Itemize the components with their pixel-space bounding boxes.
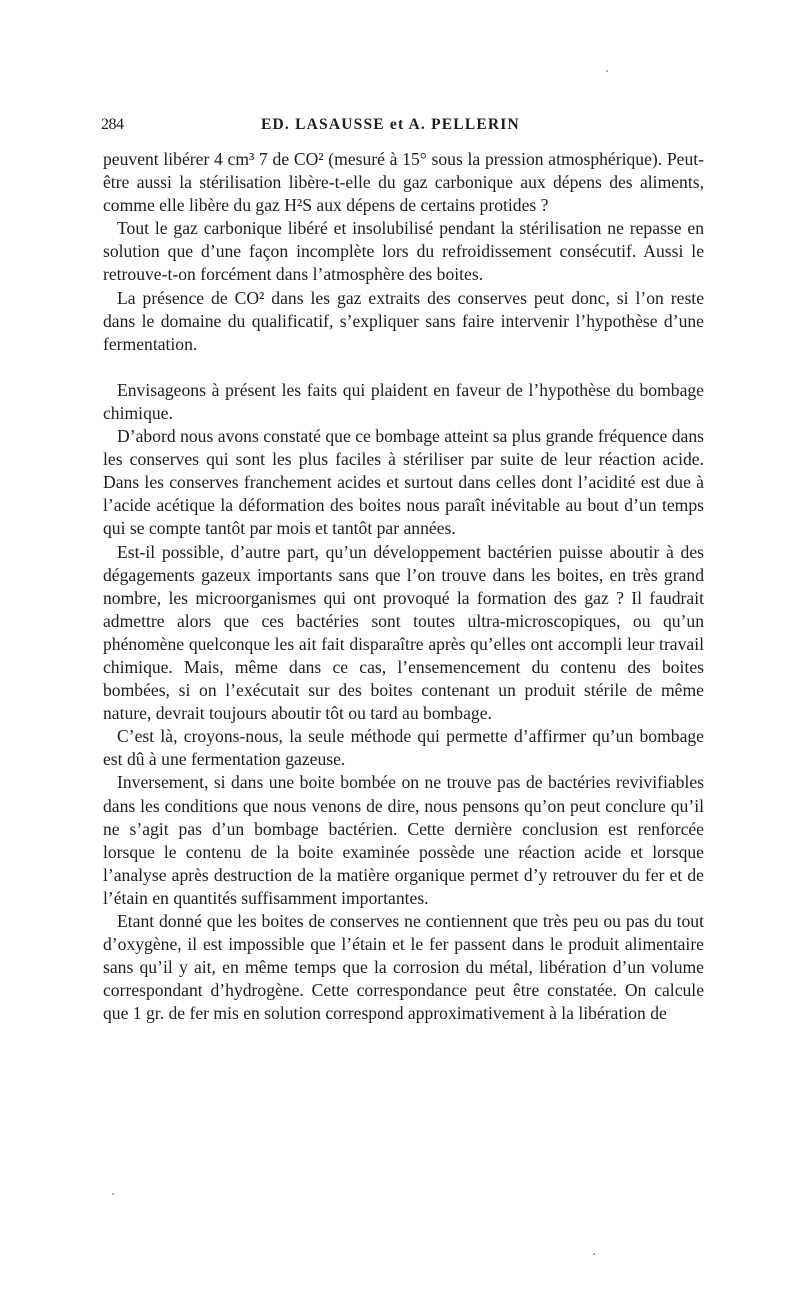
running-head: ED. LASAUSSE et A. PELLERIN	[261, 116, 520, 133]
paragraph: La présence de CO² dans les gaz extraits des conserves peut donc, si l’on reste dans le domaine du qualificatif, s’expliquer sans faire intervenir l’hypothèse d’une fermentation.	[103, 287, 704, 354]
page-number: 284	[101, 116, 124, 133]
paragraph: D’abord nous avons constaté que ce bombage atteint sa plus grande fréquence dans les conserves qui sont les plus faciles à stériliser par suite de leur réaction acide. Dans les conserves franchement acides et surtout dans celles dont l’acidité est due à l’acide acétique la déformation des boites nous paraît inévitable au bout d’un temps qui se compte tantôt par mois et tantôt par années.	[103, 426, 704, 539]
scan-speck	[112, 1193, 114, 1195]
page-header	[101, 114, 701, 140]
paragraph: C’est là, croyons-nous, la seule méthode qui permette d’affirmer qu’un bombage est dû à une fermentation gazeuse.	[103, 726, 704, 770]
body-text	[103, 148, 704, 1025]
scan-speck	[606, 70, 608, 72]
paragraph: Est-il possible, d’autre part, qu’un développement bactérien puisse aboutir à des dégagements gazeux importants sans que l’on trouve dans les boites, en très grand nombre, les microorganismes qui ont provoqué la formation des gaz ? Il faudrait admettre alors que ces bactéries sont toutes ultra-microscopiques, ou qu’un phénomène quelconque les ait fait disparaître après qu’elles ont accompli leur travail chimique. Mais, même dans ce cas, l’ensemencement du contenu des boites bombées, si on l’exécutait sur des boites contenant un produit stérile de même nature, devrait toujours aboutir tôt ou tard au bombage.	[103, 541, 704, 724]
paragraph: Tout le gaz carbonique libéré et insolubilisé pendant la stérilisation ne repasse en solution que d’une façon incomplète lors du refroidissement consécutif. Aussi le retrouve-t-on forcément dans l’atmosphère des boites.	[103, 218, 704, 285]
paragraph: Inversement, si dans une boite bombée on ne trouve pas de bactéries revivifiables dans les conditions que nous venons de dire, nous pensons qu’on peut conclure qu’il ne s’agit pas d’un bombage bactérien. Cette dernière conclusion est renforcée lorsque le contenu de la boite examinée possède une réaction acide et lorsque l’analyse après destruction de la matière organique permet d’y retrouver du fer et de l’étain en quantités suffisamment importantes.	[103, 772, 704, 908]
scan-speck	[593, 1253, 595, 1255]
paragraph: peuvent libérer 4 cm³ 7 de CO² (mesuré à 15° sous la pression atmosphérique). Peut-être aussi la stérilisation libère-t-elle du gaz carbonique aux dépens des aliments, comme elle libère du gaz H²S aux dépens de certains protides ?	[103, 149, 704, 216]
paragraph: Envisageons à présent les faits qui plaident en faveur de l’hypothèse du bombage chimique.	[103, 379, 704, 423]
paragraph: Etant donné que les boites de conserves ne contiennent que très peu ou pas du tout d’oxygène, il est impossible que l’étain et le fer passent dans le produit alimentaire sans qu’il y ait, en même temps que la corrosion du métal, libération d’un volume correspondant d’hydrogène. Cette correspondance peut être constatée. On calcule que 1 gr. de fer mis en solution correspond approximativement à la libération de	[103, 911, 704, 1024]
